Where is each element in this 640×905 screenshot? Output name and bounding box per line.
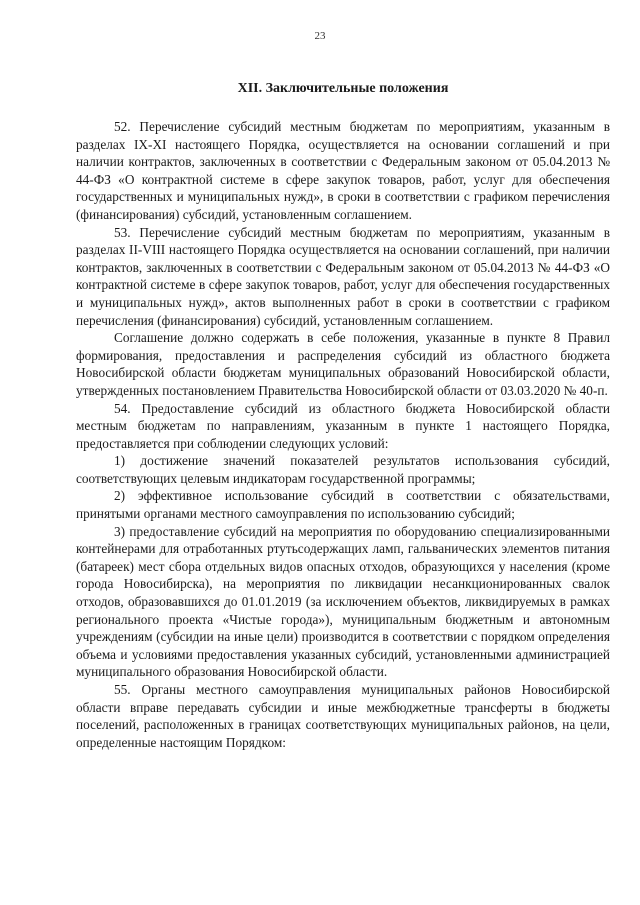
paragraph-53: 53. Перечисление субсидий местным бюджетам по мероприятиям, указанным в разделах II-VIII настоящего Порядка осуществляется на основании соглашений, при наличии контрактов, заключенных в соответствии с Федеральным законом от 05.04.2013 № 44-ФЗ «О контрактной системе в сфере закупок товаров, работ, услуг для обеспечения государственных и муниципальных нужд», актов выполненных работ в сроки в соответствии с графиком перечисления (финансирования) субсидий, установленным соглашением. <box>76 224 610 328</box>
paragraph-agreement: Соглашение должно содержать в себе положения, указанные в пункте 8 Правил формирования, предоставления и распределения субсидий из областного бюджета Новосибирской области бюджетам муниципальных образований Новосибирской области, утвержденных постановлением Правительства Новосибирской области от 03.03.2020 № 40-п. <box>76 330 610 398</box>
paragraph-55: 55. Органы местного самоуправления муниципальных районов Новосибирской области вправе передавать субсидии и иные межбюджетные трансферты в бюджеты поселений, расположенных в границах соответствующих муниципальных районов, на цели, определенные настоящим Порядком: <box>76 682 610 750</box>
page-number: 23 <box>314 30 326 42</box>
paragraph-52: 52. Перечисление субсидий местным бюджетам по мероприятиям, указанным в разделах IX-XI настоящего Порядка, осуществляется на основании соглашений и при наличии контрактов, заключенных в соответствии с Федеральным законом от 05.04.2013 № 44-ФЗ «О контрактной системе в сфере закупок товаров, работ, услуг для обеспечения государственных и муниципальных нужд», в сроки в соответствии с графиком перечисления (финансирования) субсидий, установленным соглашением. <box>76 119 610 222</box>
paragraph-54-item-3: 3) предоставление субсидий на мероприятия по оборудованию специализированными контейнерами для отработанных ртутьсодержащих ламп, гальванических элементов питания (батареек) мест сбора отдельных видов опасных отходов, образующихся у населения (кроме города Новосибирска), на мероприятия по ликвидации несанкционированных свалок отходов, образовавшихся до 01.01.2019 (за исключением объектов, ликвидируемых в рамках регионального проекта «Чистые города»), муниципальным бюджетным и автономным учреждениям (субсидии на иные цели) производится в соответствии с порядком определения объема и условиями предоставления указанных субсидий, установленными администрацией муниципального образования Новосибирской области. <box>76 523 610 680</box>
paragraph-54-item-2: 2) эффективное использование субсидий в соответствии с обязательствами, принятыми органами местного самоуправления по использованию субсидий; <box>76 488 610 522</box>
section-title: XII. Заключительные положения <box>237 81 449 96</box>
paragraph-54: 54. Предоставление субсидий из областного бюджета Новосибирской области местным бюджетам по направлениям, указанным в пункте 1 настоящего Порядка, предоставляется при соблюдении следующих условий: <box>76 400 610 451</box>
paragraph-54-item-1: 1) достижение значений показателей результатов использования субсидий, соответствующих целевым индикаторам государственной программы; <box>76 453 610 486</box>
document-body <box>76 80 610 751</box>
